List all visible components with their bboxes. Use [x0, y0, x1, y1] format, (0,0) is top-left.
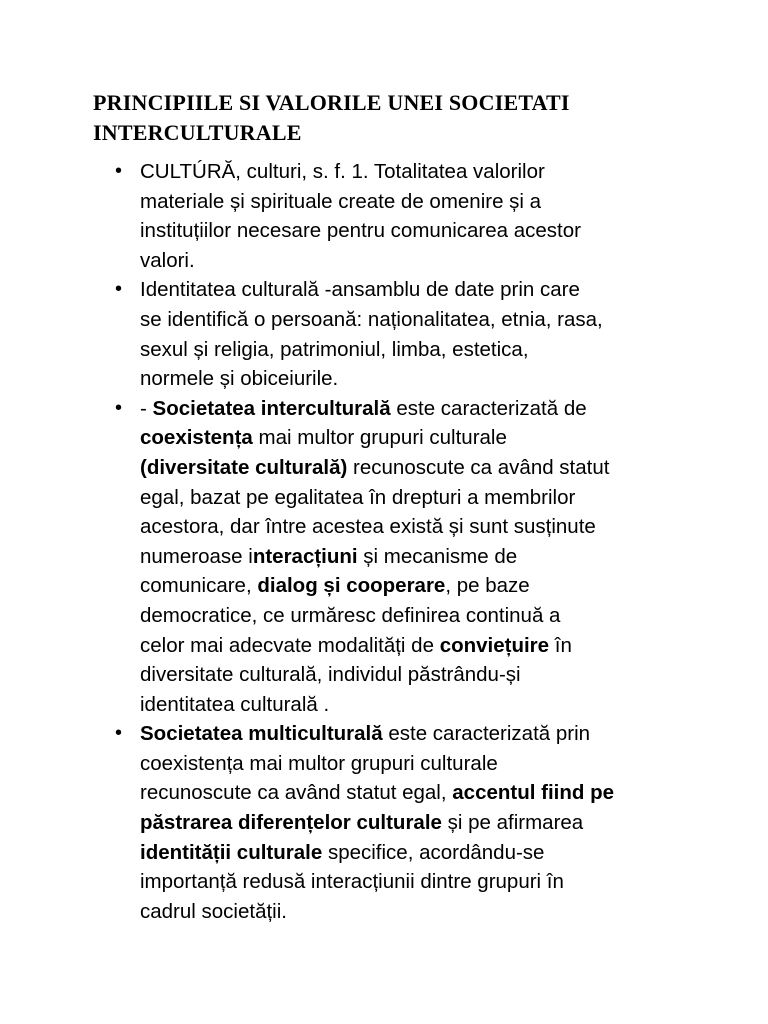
text-run: se identifică o persoană: naționalitatea, etnia, rasa, [140, 307, 603, 331]
text-line [140, 542, 700, 572]
text-run: normele și obiceiurile. [140, 367, 339, 391]
text-run: recunoscute ca având statut [347, 455, 610, 479]
bold-text: identității culturale [140, 840, 323, 864]
text-line [140, 719, 700, 749]
text-run: - [140, 396, 153, 420]
text-run: specifice, acordându-se [322, 840, 545, 864]
bold-text: Societatea multiculturală [140, 722, 383, 746]
text-line [140, 275, 700, 305]
text-line [140, 838, 700, 868]
bold-text: coexistența [140, 426, 253, 450]
title-line: PRINCIPIILE SI VALORILE UNEI SOCIETATI [93, 90, 570, 115]
bold-text: păstrarea diferențelor culturale [140, 811, 442, 835]
text-run: democratice, ce urmăresc definirea continuă a [140, 603, 561, 627]
text-run: diversitate culturală, individul păstrându-și [140, 663, 521, 687]
text-run: mai multor grupuri culturale [252, 426, 507, 450]
text-line [140, 778, 700, 808]
text-line [140, 246, 700, 276]
text-run: recunoscute ca având statut egal, [140, 781, 453, 805]
bold-text: accentul fiind pe [452, 781, 615, 805]
text-run: cadrul societății. [140, 899, 287, 923]
text-line [140, 601, 700, 631]
list-item [0, 719, 700, 926]
text-line [140, 897, 700, 927]
text-line [140, 364, 700, 394]
text-line [140, 749, 700, 779]
text-run: coexistența mai multor grupuri culturale [140, 751, 498, 775]
text-run: egal, bazat pe egalitatea în drepturi a membrilor [140, 485, 576, 509]
text-run: comunicare, [140, 574, 258, 598]
bold-text: conviețuire [439, 633, 550, 657]
text-line [140, 660, 700, 690]
text-line [140, 867, 700, 897]
bullet-dot-icon: • [115, 396, 123, 419]
list-item [0, 394, 700, 720]
list-item [0, 275, 700, 393]
page-title [93, 88, 733, 148]
text-run: instituțiilor necesare pentru comunicarea acestor [140, 219, 581, 243]
text-line [140, 453, 700, 483]
text-run: este caracterizată prin [382, 722, 591, 746]
text-run: valori. [140, 248, 195, 272]
text-run: Identitatea culturală -ansamblu de date prin care [140, 278, 580, 302]
bullet-list [0, 157, 768, 926]
text-run: , pe baze [445, 574, 530, 598]
bullet-dot-icon: • [115, 278, 123, 301]
text-line [140, 512, 700, 542]
text-line [140, 335, 700, 365]
text-run: în [549, 633, 572, 657]
text-run: sexul și religia, patrimoniul, limba, estetica, [140, 337, 529, 361]
text-line [140, 394, 700, 424]
bullet-dot-icon: • [115, 722, 123, 745]
text-line [140, 423, 700, 453]
text-line [140, 187, 700, 217]
text-run: CULTÚRĂ, culturi, s. f. 1. Totalitatea valorilor [140, 160, 545, 183]
bold-text: (diversitate culturală) [140, 455, 348, 479]
text-run: celor mai adecvate modalități de [140, 633, 440, 657]
text-line [140, 483, 700, 513]
bullet-dot-icon: • [115, 160, 123, 182]
text-run: este caracterizată de [390, 396, 587, 420]
text-line [140, 631, 700, 661]
text-run: materiale și spirituale create de omenire și a [140, 189, 542, 213]
text-line [140, 305, 700, 335]
text-line [140, 690, 700, 720]
text-run: numeroase i [140, 544, 253, 568]
text-line [140, 571, 700, 601]
text-run: acestora, dar între acestea există și sunt susținute [140, 515, 596, 539]
text-run: și pe afirmarea [441, 811, 584, 835]
text-run: și mecanisme de [357, 544, 518, 568]
bold-text: dialog și cooperare [257, 574, 446, 598]
text-line [140, 808, 700, 838]
text-run: identitatea culturală . [140, 692, 330, 716]
text-line [140, 216, 700, 246]
bold-text: nteracțiuni [252, 544, 358, 568]
list-item [0, 157, 700, 275]
text-line [140, 157, 700, 187]
text-run: importanță redusă interacțiunii dintre grupuri în [140, 870, 564, 894]
bold-text: Societatea interculturală [152, 396, 391, 420]
title-line: INTERCULTURALE [93, 120, 302, 145]
